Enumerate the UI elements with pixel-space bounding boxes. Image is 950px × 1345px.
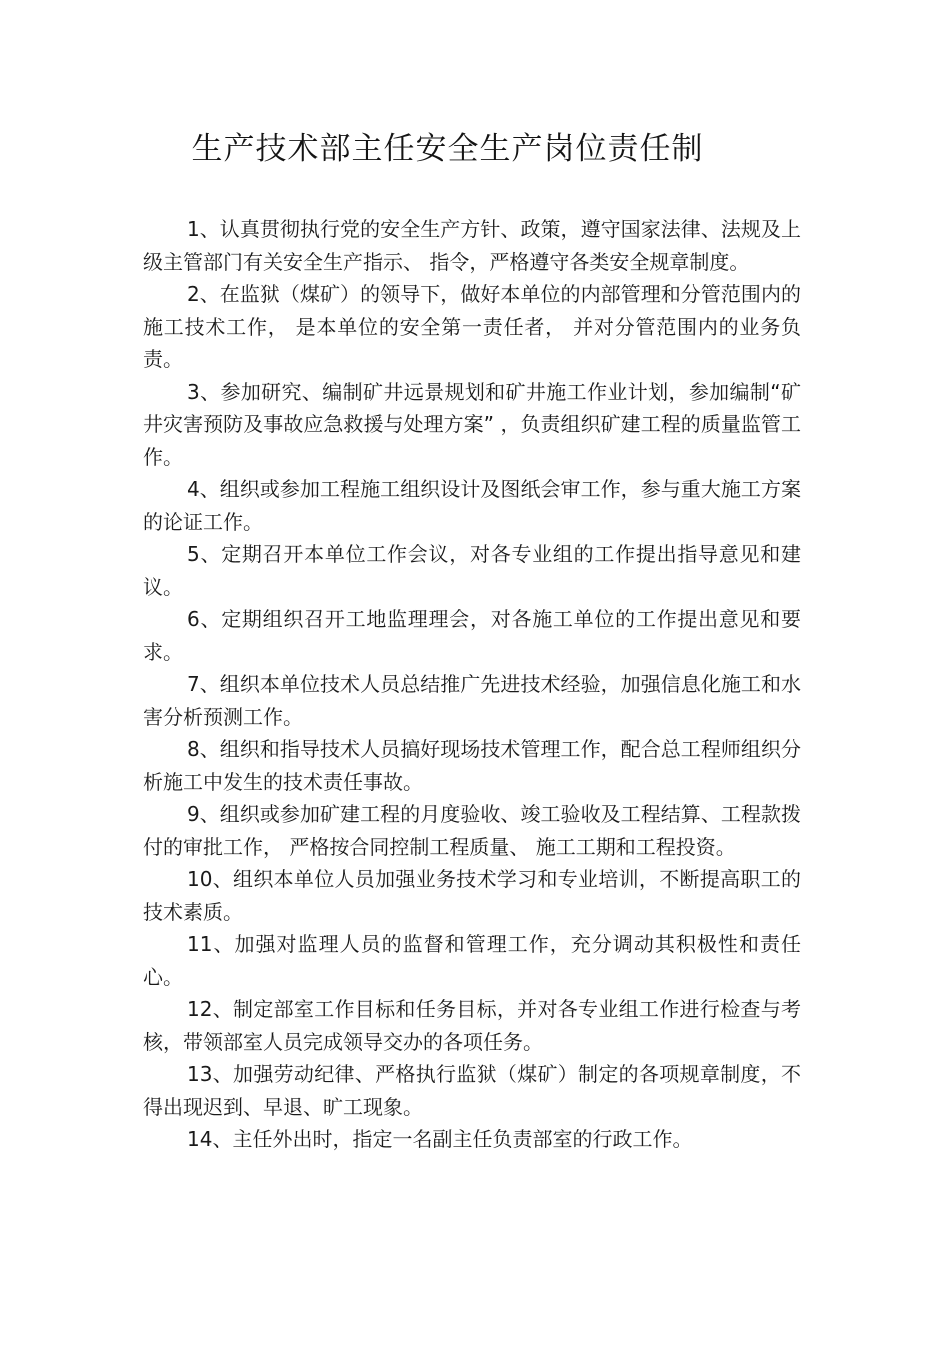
clause-14: 14、主任外出时，指定一名副主任负责部室的行政工作。 [187, 1127, 693, 1151]
clause-12: 12、制定部室工作目标和任务目标，并对各专业组工作进行检查与考核，带领部室人员完成领导交办的各项任务。 [143, 997, 801, 1054]
clause-5: 5、定期召开本单位工作会议，对各专业组的工作提出指导意见和建议。 [143, 542, 801, 599]
document-title: 生产技术部主任安全生产岗位责任制 [191, 131, 704, 167]
clause-11: 11、加强对监理人员的监督和管理工作，充分调动其积极性和责任心。 [143, 932, 801, 989]
clause-13: 13、加强劳动纪律、严格执行监狱（煤矿）制定的各项规章制度，不得出现迟到、早退、旷工现象。 [143, 1062, 801, 1119]
clause-2: 2、在监狱（煤矿）的领导下，做好本单位的内部管理和分管范围内的施工技术工作， 是本单位的安全第一责任者， 并对分管范围内的业务负责。 [143, 282, 801, 371]
document-body [143, 213, 801, 1156]
clause-7: 7、组织本单位技术人员总结推广先进技术经验，加强信息化施工和水害分析预测工作。 [143, 672, 801, 729]
clause-3: 3、参加研究、编制矿井远景规划和矿井施工作业计划，参加编制“矿井灾害预防及事故应急救援与处理方案” ，负责组织矿建工程的质量监管工作。 [143, 379, 801, 469]
clause-6: 6、定期组织召开工地监理理会，对各施工单位的工作提出意见和要求。 [143, 607, 801, 664]
clause-4: 4、组织或参加工程施工组织设计及图纸会审工作，参与重大施工方案的论证工作。 [143, 477, 801, 534]
clause-10: 10、组织本单位人员加强业务技术学习和专业培训，不断提高职工的技术素质。 [143, 867, 801, 924]
clause-8: 8、组织和指导技术人员搞好现场技术管理工作，配合总工程师组织分析施工中发生的技术责任事故。 [143, 737, 801, 794]
clause-1: 1、认真贯彻执行党的安全生产方针、政策，遵守国家法律、法规及上级主管部门有关安全生产指示、 指令，严格遵守各类安全规章制度。 [143, 217, 801, 274]
clause-9: 9、组织或参加矿建工程的月度验收、竣工验收及工程结算、工程款拨付的审批工作， 严格按合同控制工程质量、 施工工期和工程投资。 [143, 802, 801, 859]
